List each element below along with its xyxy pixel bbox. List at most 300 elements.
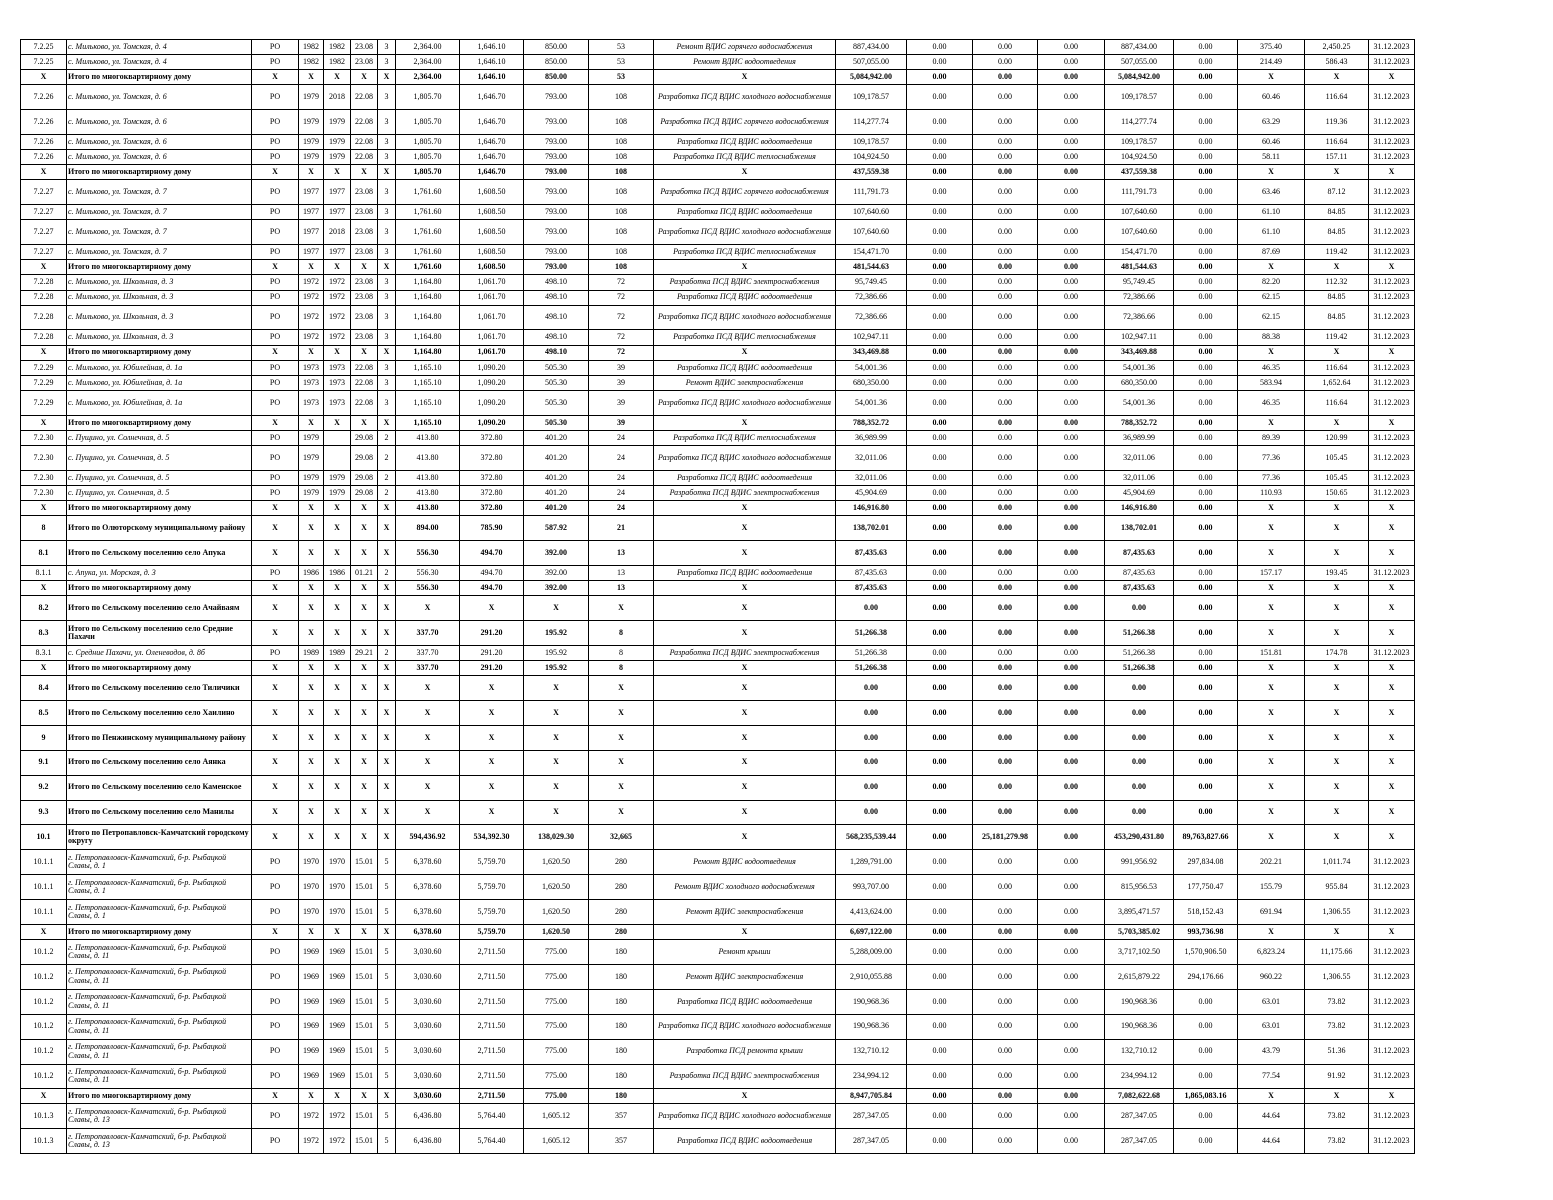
cell-build-year: X <box>299 825 324 850</box>
cell-local-funds: 0.00 <box>1038 580 1105 595</box>
cell-total-area: 3,030.60 <box>396 964 460 989</box>
cell-nonliving-area: 498.10 <box>524 305 589 330</box>
cell-build-year: X <box>299 345 324 360</box>
cell-item-number: 8.1.1 <box>21 565 67 580</box>
cell-house-code: 15.01 <box>351 989 378 1014</box>
cell-reconstruction-year: X <box>324 825 351 850</box>
cell-total-cost: 102,947.11 <box>836 330 907 345</box>
cell-total-cost: 114,277.74 <box>836 110 907 135</box>
cell-deadline: 31.12.2023 <box>1369 330 1415 345</box>
cell-nonliving-area: 195.92 <box>524 660 589 675</box>
cell-reconstruction-year: 1973 <box>324 390 351 415</box>
cell-build-year: 1973 <box>299 375 324 390</box>
cell-management-type: РО <box>252 900 299 925</box>
cell-residents: 8 <box>589 660 654 675</box>
cell-house-code: 23.08 <box>351 180 378 205</box>
cell-house-code: X <box>351 541 378 566</box>
cell-other-funds: 0.00 <box>1174 150 1238 165</box>
cell-residents: 108 <box>589 135 654 150</box>
cell-work-type: Разработка ПСД ВДИС водоотведения <box>654 470 836 485</box>
cell-local-funds: 0.00 <box>1038 305 1105 330</box>
cell-reconstruction-year: 1977 <box>324 245 351 260</box>
cell-owner-funds: 95,749.45 <box>1105 275 1174 290</box>
cell-max-unit-cost: 157.11 <box>1305 150 1369 165</box>
cell-owner-funds: 72,386.66 <box>1105 290 1174 305</box>
cell-living-area: 1,061.70 <box>460 290 524 305</box>
cell-reconstruction-year: X <box>324 501 351 516</box>
cell-residents: 357 <box>589 1104 654 1129</box>
cell-local-funds: 0.00 <box>1038 360 1105 375</box>
cell-living-area: 785.90 <box>460 516 524 541</box>
cell-residents: 180 <box>589 1039 654 1064</box>
cell-floors: 2 <box>378 470 396 485</box>
cell-total-cost: 51,266.38 <box>836 660 907 675</box>
table-row <box>21 964 1415 989</box>
cell-deadline: 31.12.2023 <box>1369 220 1415 245</box>
cell-address: г. Петропавловск-Камчатский, б-р. Рыбацкой Славы, д. 11 <box>67 1064 252 1089</box>
cell-local-funds: 0.00 <box>1038 1039 1105 1064</box>
cell-other-funds: 0.00 <box>1174 725 1238 750</box>
cell-item-number: 7.2.28 <box>21 275 67 290</box>
cell-house-code: X <box>351 775 378 800</box>
cell-living-area: 5,759.70 <box>460 850 524 875</box>
cell-total-cost: 54,001.36 <box>836 360 907 375</box>
cell-other-funds: 0.00 <box>1174 676 1238 701</box>
cell-deadline: X <box>1369 676 1415 701</box>
cell-deadline: 31.12.2023 <box>1369 245 1415 260</box>
cell-house-code: 23.08 <box>351 205 378 220</box>
cell-max-unit-cost: X <box>1305 260 1369 275</box>
cell-other-funds: 0.00 <box>1174 645 1238 660</box>
cell-nonliving-area: 793.00 <box>524 205 589 220</box>
cell-reconstruction-year: 1969 <box>324 1014 351 1039</box>
cell-unit-cost: 82.20 <box>1238 275 1305 290</box>
cell-build-year: X <box>299 70 324 85</box>
cell-total-cost: 1,289,791.00 <box>836 850 907 875</box>
cell-management-type: X <box>252 260 299 275</box>
cell-other-funds: 0.00 <box>1174 165 1238 180</box>
cell-local-funds: 0.00 <box>1038 85 1105 110</box>
subtotal-row <box>21 415 1415 430</box>
cell-unit-cost: 110.93 <box>1238 485 1305 500</box>
cell-build-year: 1986 <box>299 565 324 580</box>
cell-build-year: 1969 <box>299 1039 324 1064</box>
cell-total-cost: 887,434.00 <box>836 40 907 55</box>
cell-total-cost: 87,435.63 <box>836 541 907 566</box>
cell-residents: 280 <box>589 850 654 875</box>
cell-owner-funds: 788,352.72 <box>1105 415 1174 430</box>
cell-max-unit-cost: X <box>1305 924 1369 939</box>
cell-max-unit-cost: X <box>1305 580 1369 595</box>
cell-floors: X <box>378 775 396 800</box>
cell-total-area: 1,164.80 <box>396 275 460 290</box>
cell-living-area: 2,711.50 <box>460 1039 524 1064</box>
cell-unit-cost: 62.15 <box>1238 290 1305 305</box>
cell-build-year: X <box>299 620 324 645</box>
cell-federal-funds: 0.00 <box>907 110 973 135</box>
cell-address: Итого по Сельскому поселению село Ачайваям <box>67 596 252 621</box>
cell-total-area: X <box>396 700 460 725</box>
cell-management-type: РО <box>252 565 299 580</box>
cell-reconstruction-year: X <box>324 70 351 85</box>
cell-address: Итого по многоквартирному дому <box>67 1089 252 1104</box>
cell-unit-cost: 63.29 <box>1238 110 1305 135</box>
cell-management-type: РО <box>252 330 299 345</box>
cell-federal-funds: 0.00 <box>907 620 973 645</box>
cell-nonliving-area: 793.00 <box>524 110 589 135</box>
cell-federal-funds: 0.00 <box>907 989 973 1014</box>
cell-nonliving-area: 775.00 <box>524 964 589 989</box>
cell-reconstruction-year: X <box>324 541 351 566</box>
table-row <box>21 940 1415 965</box>
cell-residents: 24 <box>589 470 654 485</box>
cell-max-unit-cost: 73.82 <box>1305 1129 1369 1154</box>
cell-nonliving-area: X <box>524 676 589 701</box>
cell-residents: 108 <box>589 165 654 180</box>
cell-regional-funds: 0.00 <box>973 415 1038 430</box>
cell-other-funds: 0.00 <box>1174 360 1238 375</box>
cell-other-funds: 297,834.08 <box>1174 850 1238 875</box>
cell-other-funds: 0.00 <box>1174 70 1238 85</box>
cell-total-area: 2,364.00 <box>396 40 460 55</box>
cell-residents: 108 <box>589 245 654 260</box>
cell-management-type: РО <box>252 390 299 415</box>
cell-regional-funds: 0.00 <box>973 850 1038 875</box>
cell-total-area: 1,761.60 <box>396 260 460 275</box>
cell-management-type: РО <box>252 1014 299 1039</box>
cell-total-cost: 146,916.80 <box>836 501 907 516</box>
cell-regional-funds: 0.00 <box>973 445 1038 470</box>
cell-max-unit-cost: X <box>1305 620 1369 645</box>
cell-address: г. Петропавловск-Камчатский, б-р. Рыбацкой Славы, д. 1 <box>67 900 252 925</box>
cell-floors: 3 <box>378 135 396 150</box>
cell-local-funds: 0.00 <box>1038 501 1105 516</box>
cell-residents: 8 <box>589 645 654 660</box>
cell-deadline: X <box>1369 516 1415 541</box>
cell-item-number: 7.2.28 <box>21 290 67 305</box>
cell-build-year: X <box>299 800 324 825</box>
cell-total-cost: 8,947,705.84 <box>836 1089 907 1104</box>
cell-address: г. Петропавловск-Камчатский, б-р. Рыбацкой Славы, д. 1 <box>67 875 252 900</box>
cell-floors: X <box>378 516 396 541</box>
cell-floors: 5 <box>378 900 396 925</box>
cell-total-area: 1,165.10 <box>396 390 460 415</box>
cell-nonliving-area: 1,620.50 <box>524 900 589 925</box>
cell-other-funds: 0.00 <box>1174 290 1238 305</box>
cell-reconstruction-year: 1970 <box>324 900 351 925</box>
cell-work-type: Разработка ПСД ВДИС электроснабжения <box>654 645 836 660</box>
cell-total-cost: 72,386.66 <box>836 305 907 330</box>
cell-federal-funds: 0.00 <box>907 1064 973 1089</box>
cell-reconstruction-year: 1979 <box>324 485 351 500</box>
cell-deadline: 31.12.2023 <box>1369 275 1415 290</box>
cell-address: Итого по Сельскому поселению село Манилы <box>67 800 252 825</box>
cell-work-type: Разработка ПСД ВДИС водоотведения <box>654 205 836 220</box>
cell-address: с. Мильково, ул. Томская, д. 7 <box>67 205 252 220</box>
cell-deadline: 31.12.2023 <box>1369 470 1415 485</box>
cell-management-type: X <box>252 165 299 180</box>
cell-floors: 3 <box>378 110 396 135</box>
cell-total-area: X <box>396 676 460 701</box>
cell-item-number: X <box>21 924 67 939</box>
cell-build-year: X <box>299 676 324 701</box>
cell-regional-funds: 0.00 <box>973 110 1038 135</box>
cell-unit-cost: 151.81 <box>1238 645 1305 660</box>
cell-regional-funds: 0.00 <box>973 964 1038 989</box>
cell-regional-funds: 0.00 <box>973 596 1038 621</box>
cell-item-number: 7.2.25 <box>21 55 67 70</box>
cell-residents: X <box>589 750 654 775</box>
cell-total-cost: 190,968.36 <box>836 989 907 1014</box>
cell-deadline: 31.12.2023 <box>1369 445 1415 470</box>
cell-reconstruction-year: 1973 <box>324 360 351 375</box>
cell-work-type: Разработка ПСД ВДИС холодного водоснабжения <box>654 445 836 470</box>
cell-residents: 108 <box>589 260 654 275</box>
cell-residents: 180 <box>589 1064 654 1089</box>
cell-address: с. Мильково, ул. Томская, д. 7 <box>67 180 252 205</box>
cell-local-funds: 0.00 <box>1038 900 1105 925</box>
cell-deadline: 31.12.2023 <box>1369 645 1415 660</box>
cell-house-code: 15.01 <box>351 875 378 900</box>
cell-unit-cost: X <box>1238 596 1305 621</box>
cell-residents: 108 <box>589 220 654 245</box>
cell-nonliving-area: X <box>524 596 589 621</box>
cell-living-area: 494.70 <box>460 565 524 580</box>
cell-build-year: 1972 <box>299 290 324 305</box>
cell-local-funds: 0.00 <box>1038 135 1105 150</box>
cell-max-unit-cost: 116.64 <box>1305 390 1369 415</box>
cell-living-area: 2,711.50 <box>460 1064 524 1089</box>
cell-house-code: X <box>351 580 378 595</box>
cell-work-type: Разработка ПСД ВДИС водоотведения <box>654 290 836 305</box>
cell-total-area: 1,164.80 <box>396 345 460 360</box>
subtotal-row <box>21 501 1415 516</box>
cell-deadline: 31.12.2023 <box>1369 305 1415 330</box>
cell-management-type: РО <box>252 290 299 305</box>
cell-total-cost: 104,924.50 <box>836 150 907 165</box>
cell-reconstruction-year: 1979 <box>324 110 351 135</box>
cell-owner-funds: 36,989.99 <box>1105 430 1174 445</box>
cell-local-funds: 0.00 <box>1038 150 1105 165</box>
cell-other-funds: 0.00 <box>1174 275 1238 290</box>
cell-owner-funds: 0.00 <box>1105 725 1174 750</box>
cell-management-type: РО <box>252 850 299 875</box>
cell-house-code: X <box>351 750 378 775</box>
cell-build-year: X <box>299 596 324 621</box>
cell-owner-funds: 2,615,879.22 <box>1105 964 1174 989</box>
cell-total-cost: 190,968.36 <box>836 1014 907 1039</box>
cell-owner-funds: 87,435.63 <box>1105 565 1174 580</box>
cell-total-cost: 87,435.63 <box>836 565 907 580</box>
cell-local-funds: 0.00 <box>1038 165 1105 180</box>
cell-federal-funds: 0.00 <box>907 596 973 621</box>
cell-local-funds: 0.00 <box>1038 1014 1105 1039</box>
cell-item-number: X <box>21 1089 67 1104</box>
cell-build-year: 1977 <box>299 220 324 245</box>
cell-work-type: X <box>654 825 836 850</box>
cell-floors: X <box>378 541 396 566</box>
cell-owner-funds: 109,178.57 <box>1105 135 1174 150</box>
cell-floors: X <box>378 1089 396 1104</box>
cell-item-number: 7.2.29 <box>21 360 67 375</box>
cell-address: с. Мильково, ул. Томская, д. 6 <box>67 110 252 135</box>
cell-address: с. Мильково, ул. Томская, д. 6 <box>67 150 252 165</box>
cell-other-funds: 0.00 <box>1174 330 1238 345</box>
cell-nonliving-area: 587.92 <box>524 516 589 541</box>
cell-reconstruction-year: X <box>324 700 351 725</box>
cell-nonliving-area: 1,620.50 <box>524 875 589 900</box>
cell-management-type: РО <box>252 135 299 150</box>
cell-total-area: 3,030.60 <box>396 940 460 965</box>
cell-local-funds: 0.00 <box>1038 645 1105 660</box>
cell-regional-funds: 0.00 <box>973 750 1038 775</box>
cell-federal-funds: 0.00 <box>907 375 973 390</box>
cell-federal-funds: 0.00 <box>907 415 973 430</box>
cell-house-code: 15.01 <box>351 940 378 965</box>
cell-build-year: 1973 <box>299 390 324 415</box>
cell-max-unit-cost: X <box>1305 1089 1369 1104</box>
cell-floors: X <box>378 800 396 825</box>
cell-nonliving-area: 1,605.12 <box>524 1129 589 1154</box>
cell-total-area: 1,761.60 <box>396 180 460 205</box>
cell-unit-cost: 157.17 <box>1238 565 1305 580</box>
cell-living-area: 1,608.50 <box>460 205 524 220</box>
subtotal-row <box>21 596 1415 621</box>
cell-reconstruction-year: 2018 <box>324 220 351 245</box>
cell-unit-cost: 61.10 <box>1238 220 1305 245</box>
cell-nonliving-area: 505.30 <box>524 375 589 390</box>
cell-build-year: X <box>299 750 324 775</box>
cell-work-type: Разработка ПСД ВДИС водоотведения <box>654 360 836 375</box>
cell-federal-funds: 0.00 <box>907 245 973 260</box>
cell-item-number: 7.2.26 <box>21 110 67 135</box>
cell-living-area: X <box>460 676 524 701</box>
cell-total-cost: 72,386.66 <box>836 290 907 305</box>
cell-living-area: 2,711.50 <box>460 989 524 1014</box>
cell-work-type: Разработка ПСД ВДИС электроснабжения <box>654 485 836 500</box>
cell-max-unit-cost: 112.32 <box>1305 275 1369 290</box>
cell-nonliving-area: 401.20 <box>524 470 589 485</box>
cell-total-cost: 95,749.45 <box>836 275 907 290</box>
cell-living-area: 534,392.30 <box>460 825 524 850</box>
cell-work-type: X <box>654 596 836 621</box>
cell-build-year: 1982 <box>299 55 324 70</box>
cell-work-type: X <box>654 620 836 645</box>
cell-reconstruction-year: 1979 <box>324 135 351 150</box>
cell-build-year: 1979 <box>299 110 324 135</box>
cell-federal-funds: 0.00 <box>907 1039 973 1064</box>
cell-deadline: 31.12.2023 <box>1369 1104 1415 1129</box>
cell-owner-funds: 815,956.53 <box>1105 875 1174 900</box>
cell-build-year: 1977 <box>299 205 324 220</box>
cell-house-code: 29.08 <box>351 445 378 470</box>
cell-federal-funds: 0.00 <box>907 825 973 850</box>
cell-living-area: 494.70 <box>460 580 524 595</box>
cell-local-funds: 0.00 <box>1038 676 1105 701</box>
cell-regional-funds: 0.00 <box>973 40 1038 55</box>
cell-living-area: 5,759.70 <box>460 900 524 925</box>
cell-house-code: 23.08 <box>351 245 378 260</box>
cell-total-area: 3,030.60 <box>396 1039 460 1064</box>
cell-work-type: X <box>654 775 836 800</box>
cell-nonliving-area: 850.00 <box>524 40 589 55</box>
cell-owner-funds: 45,904.69 <box>1105 485 1174 500</box>
cell-other-funds: 0.00 <box>1174 565 1238 580</box>
cell-house-code: 22.08 <box>351 375 378 390</box>
cell-address: Итого по Сельскому поселению село Тиличики <box>67 676 252 701</box>
cell-build-year: 1979 <box>299 135 324 150</box>
cell-nonliving-area: 850.00 <box>524 70 589 85</box>
subtotal-row <box>21 924 1415 939</box>
cell-reconstruction-year: 1969 <box>324 940 351 965</box>
cell-living-area: 1,646.70 <box>460 165 524 180</box>
cell-floors: 2 <box>378 645 396 660</box>
cell-build-year: X <box>299 501 324 516</box>
cell-item-number: 7.2.29 <box>21 375 67 390</box>
cell-total-area: 1,805.70 <box>396 150 460 165</box>
cell-max-unit-cost: 119.42 <box>1305 330 1369 345</box>
cell-item-number: 8.4 <box>21 676 67 701</box>
cell-reconstruction-year: 2018 <box>324 85 351 110</box>
cell-owner-funds: 7,082,622.68 <box>1105 1089 1174 1104</box>
cell-floors: 3 <box>378 40 396 55</box>
cell-local-funds: 0.00 <box>1038 620 1105 645</box>
cell-unit-cost: 202.21 <box>1238 850 1305 875</box>
cell-federal-funds: 0.00 <box>907 940 973 965</box>
cell-unit-cost: X <box>1238 676 1305 701</box>
cell-max-unit-cost: 51.36 <box>1305 1039 1369 1064</box>
cell-address: Итого по многоквартирному дому <box>67 165 252 180</box>
cell-work-type: Разработка ПСД ВДИС электроснабжения <box>654 1064 836 1089</box>
cell-nonliving-area: 850.00 <box>524 55 589 70</box>
cell-floors: 5 <box>378 1129 396 1154</box>
cell-residents: 39 <box>589 360 654 375</box>
cell-local-funds: 0.00 <box>1038 596 1105 621</box>
cell-total-area: 1,761.60 <box>396 205 460 220</box>
cell-house-code: 23.08 <box>351 55 378 70</box>
cell-regional-funds: 0.00 <box>973 1039 1038 1064</box>
cell-local-funds: 0.00 <box>1038 850 1105 875</box>
table-row <box>21 1039 1415 1064</box>
cell-total-area: 3,030.60 <box>396 989 460 1014</box>
cell-other-funds: 1,865,083.16 <box>1174 1089 1238 1104</box>
cell-federal-funds: 0.00 <box>907 445 973 470</box>
cell-owner-funds: 3,895,471.57 <box>1105 900 1174 925</box>
cell-management-type: РО <box>252 940 299 965</box>
cell-local-funds: 0.00 <box>1038 485 1105 500</box>
cell-address: г. Петропавловск-Камчатский, б-р. Рыбацкой Славы, д. 11 <box>67 940 252 965</box>
cell-local-funds: 0.00 <box>1038 725 1105 750</box>
cell-total-cost: 109,178.57 <box>836 135 907 150</box>
cell-federal-funds: 0.00 <box>907 205 973 220</box>
cell-work-type: Разработка ПСД ВДИС холодного водоснабжения <box>654 220 836 245</box>
cell-management-type: РО <box>252 205 299 220</box>
table-row <box>21 245 1415 260</box>
cell-house-code: 01.21 <box>351 565 378 580</box>
cell-other-funds: 0.00 <box>1174 800 1238 825</box>
cell-nonliving-area: 1,620.50 <box>524 850 589 875</box>
cell-residents: 53 <box>589 40 654 55</box>
cell-address: с. Мильково, ул. Школьная, д. 3 <box>67 290 252 305</box>
cell-living-area: 1,090.20 <box>460 415 524 430</box>
cell-management-type: X <box>252 924 299 939</box>
cell-other-funds: 0.00 <box>1174 345 1238 360</box>
cell-build-year: X <box>299 1089 324 1104</box>
cell-living-area: 1,090.20 <box>460 390 524 415</box>
cell-living-area: 372.80 <box>460 485 524 500</box>
cell-regional-funds: 0.00 <box>973 660 1038 675</box>
cell-owner-funds: 3,717,102.50 <box>1105 940 1174 965</box>
